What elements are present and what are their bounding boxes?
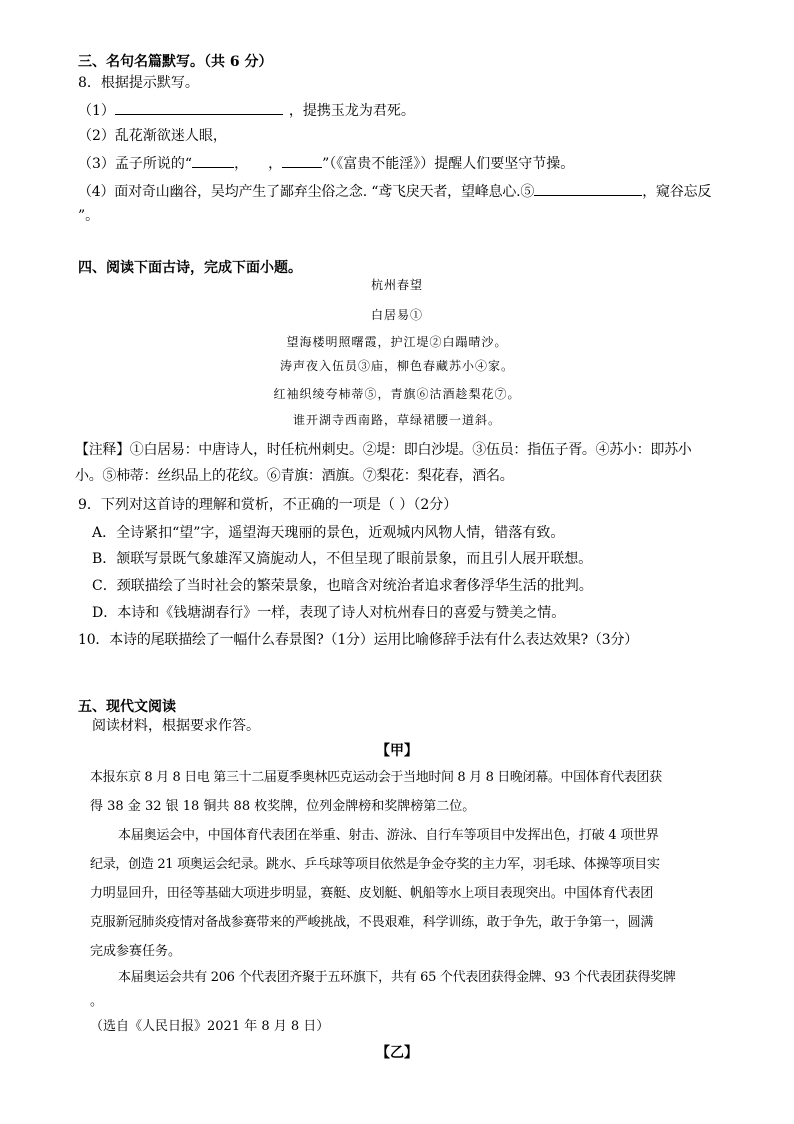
q9-option-d[interactable]: D．本诗和《钱塘湖春行》一样，表现了诗人对杭州春日的喜爱与赞美之情。 bbox=[92, 605, 566, 621]
poem-note-cont: 小。⑤柿蒂：丝织品上的花纹。⑥青旗：酒旗。⑦梨花：梨花春，酒名。 bbox=[75, 468, 514, 484]
q8-4-tail: ，窥谷忘反 bbox=[642, 184, 712, 200]
passage-source: （选自《人民日报》2021 年 8 月 8 日） bbox=[90, 1019, 330, 1034]
passage-line: 克服新冠肺炎疫情对备战参赛带来的严峻挑战，不畏艰难，科学训练，敢于争先，敢于争第一，圆满 bbox=[90, 915, 654, 930]
q8-3-comma-1: ， bbox=[234, 156, 249, 172]
section3-heading: 三、名句名篇默写。（共 6 分） bbox=[78, 54, 273, 70]
section4-heading: 四、阅读下面古诗，完成下面小题。 bbox=[78, 260, 302, 276]
q8-4 bbox=[78, 180, 711, 202]
poem-line: 望海楼明照曙霞，护江堤②白蹋晴沙。 bbox=[286, 335, 508, 349]
q8-1-number: （1） bbox=[78, 103, 115, 119]
passage-line: 纪录，创造 21 项奥运会纪录。跳水、乒乓球等项目依然是争金夺奖的主力军，羽毛球、体操等项目实 bbox=[90, 857, 660, 872]
q9-option-c[interactable]: C．颈联描绘了当时社会的繁荣景象，也暗含对统治者追求奢侈浮华生活的批判。 bbox=[92, 578, 593, 594]
q8-3-blank-2[interactable] bbox=[282, 152, 322, 168]
q8-3-lead: （3）孟子所说的“ bbox=[78, 156, 193, 172]
q8-4-end: ”。 bbox=[78, 208, 100, 224]
q8-3-tail: ”（《富贵不能淫》）提醒人们要坚守节操。 bbox=[322, 156, 575, 172]
q9-stem: 9．下列对这首诗的理解和赏析，不正确的一项是（ ）（2分） bbox=[78, 497, 458, 513]
passage-line: 。 bbox=[90, 994, 104, 1009]
q8-1-tail: ，提携玉龙为君死。 bbox=[288, 103, 415, 119]
poem-title: 杭州春望 bbox=[370, 278, 423, 292]
poem-line: 红袖织绫夸柿蒂⑤，青旗⑥沽酒趁梨花⑦。 bbox=[273, 387, 521, 401]
q8-4-blank[interactable] bbox=[534, 180, 642, 196]
q9-option-a[interactable]: A．全诗紧扣“望”字，遥望海天瑰丽的景色，近观城内风物人情，错落有致。 bbox=[92, 525, 565, 541]
poem-note: 【注释】①白居易：中唐诗人，时任杭州刺史。②堤：即白沙堤。③伍员：指伍子胥。④苏小：即苏小 bbox=[75, 442, 692, 458]
part-yi-title: 【乙】 bbox=[376, 1045, 418, 1061]
passage-line: 得 38 金 32 银 18 铜共 88 枚奖牌，位列金牌榜和奖牌榜第二位。 bbox=[90, 799, 476, 814]
passage-line: 本报东京 8 月 8 日电 第三十二届夏季奥林匹克运动会于当地时间 8 月 8 日晚闭幕。中国体育代表团获 bbox=[90, 770, 662, 785]
section5-heading: 五、现代文阅读 bbox=[78, 699, 176, 715]
q10: 10．本诗的尾联描绘了一幅什么春景图?（1分）运用比喻修辞手法有什么表达效果?（3分） bbox=[78, 632, 639, 648]
passage-line: 完成参赛任务。 bbox=[90, 944, 182, 959]
passage-line: 本届奥运会共有 206 个代表团齐聚于五环旗下，共有 65 个代表团获得金牌、93 个代表团获得奖牌 bbox=[118, 970, 676, 985]
q8-3-blank-1[interactable] bbox=[192, 152, 234, 168]
q8-2: （2）乱花渐欲迷人眼， bbox=[78, 128, 227, 144]
poem-line: 谁开湖寺西南路，草绿裙腰一道斜。 bbox=[292, 413, 501, 427]
poem-author: 白居易① bbox=[370, 308, 423, 322]
q8-1-blank[interactable] bbox=[115, 99, 283, 115]
section5-instruction: 阅读材料，根据要求作答。 bbox=[92, 718, 260, 734]
poem-line: 涛声夜入伍员③庙，柳色春藏苏小④家。 bbox=[279, 359, 514, 373]
q8-3 bbox=[78, 152, 574, 174]
q9-option-b[interactable]: B．颔联写景既气象雄浑又旖旎动人，不但呈现了眼前景象，而且引人展开联想。 bbox=[92, 551, 593, 567]
q8-3-comma-2: ， bbox=[268, 156, 283, 172]
passage-line: 本届奥运会中，中国体育代表团在举重、射击、游泳、自行车等项目中发挥出色，打破 4 项世界 bbox=[118, 828, 659, 843]
q8-4-lead: （4）面对奇山幽谷，吴均产生了鄙弃尘俗之念. “鸢飞戾天者，望峰息心.⑤ bbox=[78, 184, 535, 200]
part-jia-title: 【甲】 bbox=[376, 743, 418, 759]
q8-1 bbox=[78, 99, 415, 121]
passage-line: 力明显回升，田径等基础大项进步明显，赛艇、皮划艇、帆船等水上项目表现突出。中国体育代表团 bbox=[90, 886, 654, 901]
q8-stem: 8．根据提示默写。 bbox=[78, 75, 199, 91]
